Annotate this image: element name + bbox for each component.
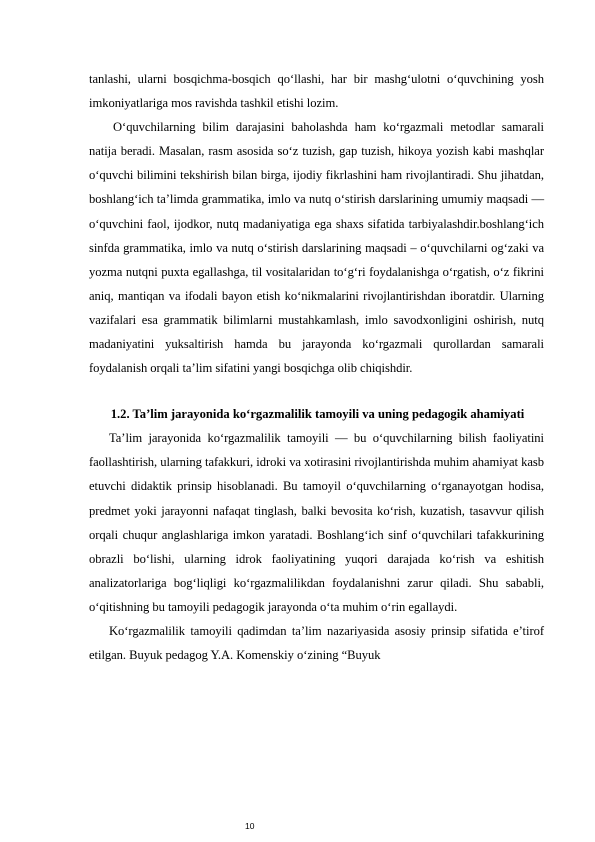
paragraph-assessment: O‘quvchilarning bilim darajasini baholashda ham ko‘rgazmali metodlar samarali natija beradi. Masalan, rasm asosida so‘z tuzish, gap tuzish, hikoya yozish kabi mashqlar o‘quvchi bilimini tekshirish bilan birga, ijodiy fikrlashini ham rivojlantiradi. Shu jihatdan, boshlang‘ich ta’limda grammatika, imlo va nutq o‘stirish darslarining umumiy maqsadi — o‘quvchini faol, ijodkor, nutq madaniyatiga ega shaxs sifatida tarbiyalashdir.boshlang‘ich sinfda grammatika, imlo va nutq o‘stirish darslarining maqsadi – o‘quvchilarni og‘zaki va yozma nutqni puxta egallashga, til vositalaridan to‘g‘ri foydalanishga o‘rgatish, o‘z fikrini aniq, mantiqan va ifodali bayon etish ko‘nikmalarini rivojlantirishdan iboratdir. Ularning vazifalari esa grammatik bilimlarni mustahkamlash, imlo savodxonligini oshirish, nutq madaniyatini yuksaltirish hamda bu jarayonda ko‘rgazmali qurollardan samarali foydalanish orqali ta’lim sifatini yangi bosqichga olib chiqishdir. xyxy=(89,120,544,376)
section-gap xyxy=(89,380,544,402)
section-heading: 1.2. Ta’lim jarayonida ko‘rgazmalilik tamoyili va uning pedagogik ahamiyati xyxy=(110,407,525,422)
paragraph-continued: tanlashi, ularni bosqichma-bosqich qo‘llashi, har bir mashg‘ulotni o‘quvchining yosh imkoniyatlariga mos ravishda tashkil etishi lozim. xyxy=(89,72,544,111)
page-number: 10 xyxy=(245,821,255,831)
document-page xyxy=(89,67,544,667)
paragraph-history: Ko‘rgazmalilik tamoyili qadimdan ta’lim nazariyasida asosiy prinsip sifatida e’tirof etilgan. Buyuk pedagog Y.A. Komenskiy o‘zining “Buyuk xyxy=(89,623,544,663)
paragraph-principle: Ta’lim jarayonida ko‘rgazmalilik tamoyili — bu o‘quvchilarning bilish faoliyatini faollashtirish, ularning tafakkuri, idroki va xotirasini rivojlantirishda muhim ahamiyat kasb etuvchi didaktik prinsip hisoblanadi. Bu tamoyil o‘quvchilarning o‘rganayotgan hodisa, predmet yoki jarayonni nafaqat tinglash, balki bevosita ko‘rish, kuzatish, tasavvur qilish orqali chuqur anglashlariga imkon yaratadi. Boshlang‘ich sinf o‘quvchilari tafakkurining obrazli bo‘lishi, ularning idrok faoliyatining yuqori darajada ko‘rish va eshitish analizatorlariga bog‘liqligi ko‘rgazmalilikdan foydalanishni zarur qiladi. Shu sababli, o‘qitishning bu tamoyili pedagogik jarayonda o‘ta muhim o‘rin egallaydi. xyxy=(89,431,544,614)
